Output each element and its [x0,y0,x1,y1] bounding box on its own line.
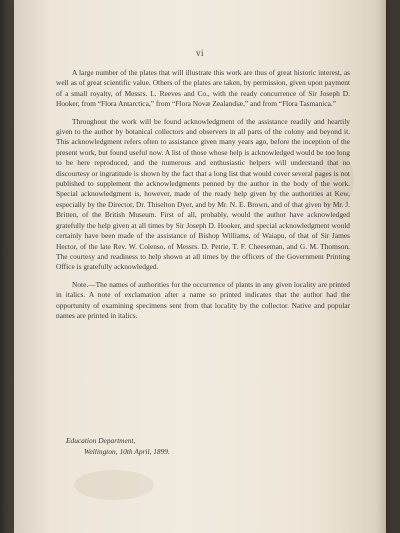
paragraph-acknowledgments: Throughout the work will be found acknowledgment of the assistance readily and heartily given to the author by botanical collectors and observers in all parts of the colony and beyond it. This acknowledgment refers often to assistance given many years ago, before the inception of the present work, but found useful now. A list of those whose help is acknowledged would be too long to be here reproduced, and the numerous and enthusiastic helpers will understand that no discourtesy or ingratitude is shown by the fact that a long list that would cover several pages is not published to supplement the acknowledgments penned by the author in the body of the work. Special acknowledgment is, however, made of the ready help given by the authorities at Kew, especially by the Director, Dr. Thiselton Dyer, and by Mr. N. E. Brown, and of that given by Mr. J. Britten, of the British Museum. First of all, probably, would the author have acknowledged gratefully the help given at all times by Sir Joseph D. Hooker, and special acknowledgment would certainly have been made of the assistance of Bishop Williams, of Waiapu, of that of Sir James Hector, of the late Rev. W. Colenso, of Messrs. D. Petrie, T. F. Cheeseman, and G. M. Thomson. The courtesy and readiness to help shown at all times by the officers of the Government Printing Office is gratefully acknowledged. [56,116,350,272]
body-text [56,68,350,328]
book-page [14,0,386,533]
page-edge-shadow [376,0,386,533]
paragraph-note: Note.—The names of authorities for the occurrence of plants in any given locality are printed in italics. A note of exclamation after a name so printed indicates that the author had the opportunity of examining specimens sent from that locality by the collector. Native and popular names are printed in italics. [56,279,350,320]
page-number: vi [195,48,204,58]
signature-block [66,436,170,457]
signature-department: Education Department, [66,436,136,445]
paragraph-plates: A large number of the plates that will illustrate this work are thus of great historic interest, as well as of great scientific value. Others of the plates are taken, by permission, given upon payment of a small royalty, of Messrs. L. Reeves and Co., with the ready concurrence of Sir Joseph D. Hooker, from “Flora Antarctica,” from “Flora Novæ Zealandiæ,” and from “Flora Tasmanica.” [56,68,350,109]
signature-place-date: Wellington, 10th April, 1899. [84,446,170,456]
paper-stain [74,470,154,500]
